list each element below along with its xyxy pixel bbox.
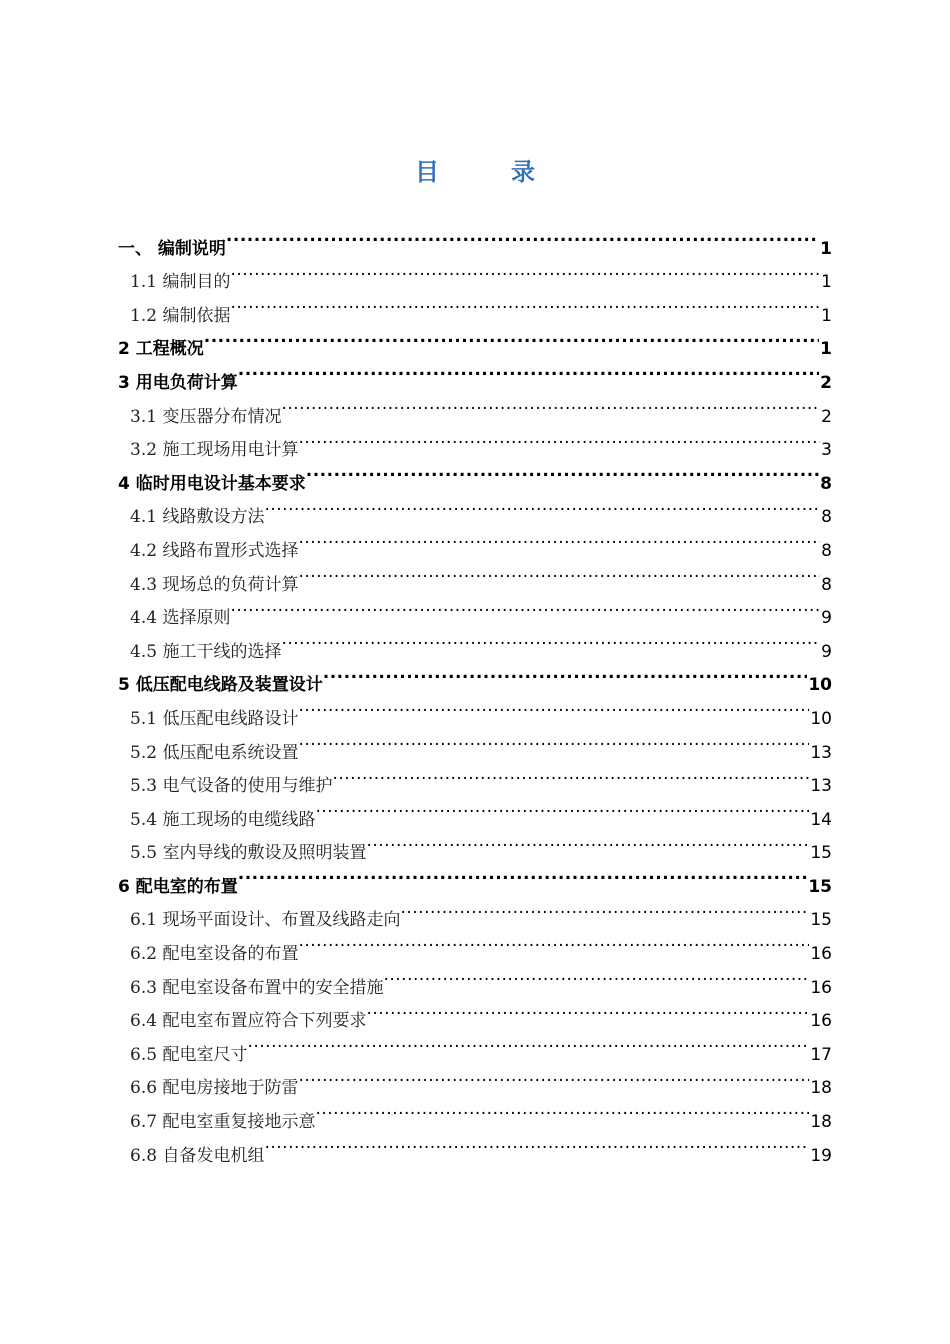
toc-entry-label: 5.2 低压配电系统设置 [130,742,299,763]
toc-entry-label: 4 临时用电设计基本要求 [118,473,306,494]
toc-title: 目 录 [415,157,559,186]
toc-page-number: 16 [810,977,832,998]
toc-page-number: 10 [810,708,832,729]
toc-page-number: 13 [810,742,832,763]
toc-page-number: 8 [821,540,832,561]
toc-entry-label: 一、 编制说明 [118,238,226,259]
toc-entry-label: 6.2 配电室设备的布置 [130,944,299,965]
toc-entry-label: 4.1 线路敷设方法 [130,507,265,528]
toc-dot-leader [230,254,820,288]
toc-dot-leader [230,287,820,321]
toc-dot-leader [298,1060,809,1094]
toc-entry-label: 3 用电负荷计算 [118,372,238,393]
toc-entry-label: 6.1 现场平面设计、布置及线路走向 [130,910,401,931]
toc-entry-label: 5.5 室内导线的敷设及照明装置 [130,843,367,864]
toc-entry-label: 4.4 选择原则 [130,608,231,629]
toc-entry-label: 6.5 配电室尺寸 [130,1044,248,1065]
toc-entry-label: 2 工程概况 [118,339,204,360]
toc-dot-leader [264,489,820,523]
table-of-contents [118,220,832,1166]
toc-page-number: 9 [821,641,832,662]
toc-dot-leader [281,388,820,422]
toc-page-number: 13 [810,776,832,797]
toc-dot-leader [298,522,820,556]
toc-dot-leader [230,590,820,624]
toc-dot-leader [238,354,819,388]
toc-entry-label: 5 低压配电线路及装置设计 [118,675,323,696]
toc-entry-label: 4.3 现场总的负荷计算 [130,574,299,595]
toc-dot-leader [298,925,809,959]
toc-page-number: 14 [810,809,832,830]
toc-entry-label: 4.5 施工干线的选择 [130,641,282,662]
toc-page-number: 8 [821,507,832,528]
toc-dot-leader [366,825,809,859]
toc-entry-label: 5.3 电气设备的使用与维护 [130,776,333,797]
toc-dot-leader [226,220,819,254]
toc-entry-label: 6.8 自备发电机组 [130,1145,265,1166]
toc-dot-leader [238,858,808,892]
toc-dot-leader [366,993,809,1027]
toc-entry-label: 6.4 配电室布置应符合下列要求 [130,1011,367,1032]
toc-dot-leader [204,321,819,355]
toc-entry-label: 3.2 施工现场用电计算 [130,440,299,461]
toc-page-number: 1 [821,272,832,293]
toc-dot-leader [332,758,809,792]
toc-dot-leader [400,892,809,926]
toc-dot-leader [264,1127,809,1161]
toc-page-number: 16 [810,1011,832,1032]
toc-page-number: 8 [820,473,832,494]
toc-entry-label: 4.2 线路布置形式选择 [130,540,299,561]
toc-page-number: 16 [810,944,832,965]
toc-page-number: 9 [821,608,832,629]
toc-page-number: 1 [821,305,832,326]
toc-entry-label: 5.4 施工现场的电缆线路 [130,809,316,830]
toc-dot-leader [281,623,820,657]
toc-entry-label: 6.6 配电房接地于防雷 [130,1078,299,1099]
toc-dot-leader [315,791,809,825]
toc-dot-leader [383,959,809,993]
toc-dot-leader [298,556,820,590]
toc-dot-leader [323,657,808,691]
toc-dot-leader [298,690,809,724]
toc-dot-leader [247,1026,809,1060]
toc-page-number: 18 [810,1078,832,1099]
toc-page-number: 8 [821,574,832,595]
toc-entry-label: 6 配电室的布置 [118,876,238,897]
toc-page-number: 2 [821,406,832,427]
toc-page-number: 18 [810,1112,832,1133]
toc-entry-label: 6.3 配电室设备布置中的安全措施 [130,977,384,998]
toc-page-number: 3 [821,440,832,461]
toc-page-number: 15 [810,843,832,864]
toc-entry-label: 1.2 编制依据 [130,305,231,326]
toc-entry-level1[interactable] [118,220,832,259]
toc-page-number: 17 [810,1044,832,1065]
toc-entry-label: 3.1 变压器分布情况 [130,406,282,427]
toc-dot-leader [306,455,819,489]
toc-page-number: 15 [810,910,832,931]
toc-page-number: 15 [808,876,832,897]
toc-entry-level1[interactable] [118,321,832,360]
toc-page-number: 1 [820,238,832,259]
toc-page-number: 19 [810,1145,832,1166]
toc-entry-label: 6.7 配电室重复接地示意 [130,1112,316,1133]
toc-dot-leader [315,1093,809,1127]
toc-entry-level1[interactable] [118,354,832,393]
toc-page-number: 10 [808,675,832,696]
toc-dot-leader [298,422,820,456]
toc-entry-label: 5.1 低压配电线路设计 [130,708,299,729]
toc-page-number: 1 [820,339,832,360]
toc-page-number: 2 [820,372,832,393]
toc-dot-leader [298,724,809,758]
toc-entry-label: 1.1 编制目的 [130,272,231,293]
